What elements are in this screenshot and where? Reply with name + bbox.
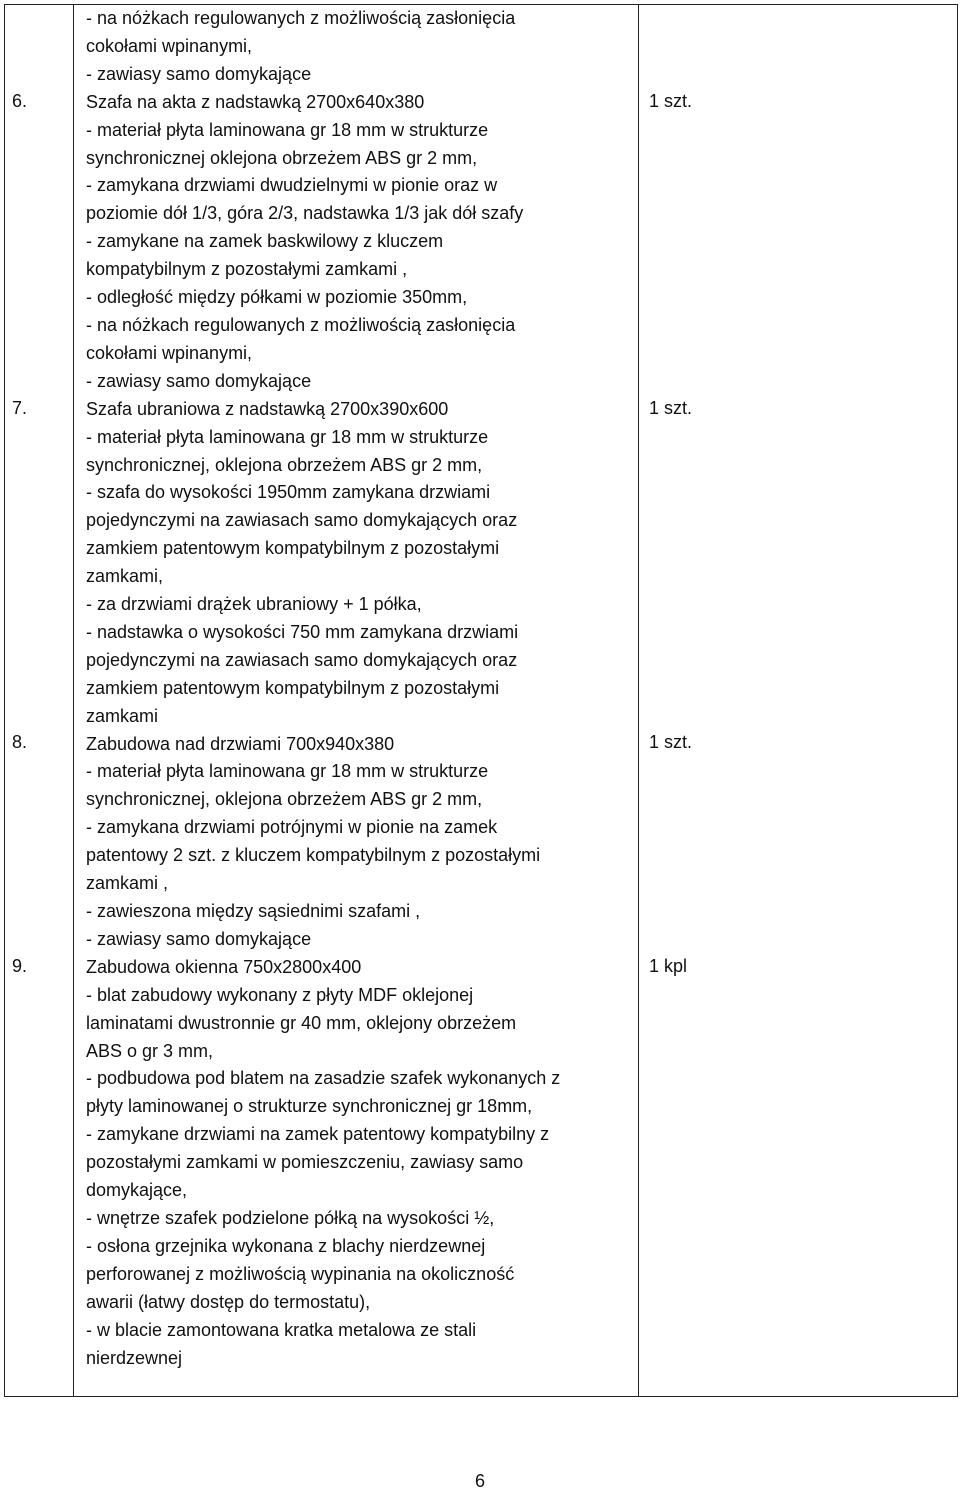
item-number: 8. [12, 732, 28, 753]
description-line: zamkami, [86, 566, 164, 587]
item-quantity: 1 szt. [649, 90, 693, 111]
description-line: domykające, [86, 1180, 188, 1201]
description-line: - zawiasy samo domykające [86, 928, 312, 949]
description-line: - zamykana drzwiami dwudzielnymi w pionie oraz w [86, 175, 498, 196]
item-8-title: Zabudowa nad drzwiami 700x940x380 [86, 733, 395, 754]
description-line: - odległość między półkami w poziomie 350mm, [86, 287, 468, 308]
description-line: perforowanej z możliwością wypinania na okoliczność [86, 1263, 515, 1284]
description-line: - w blacie zamontowana kratka metalowa ze stali [86, 1319, 477, 1340]
description-line: pojedynczymi na zawiasach samo domykających oraz [86, 510, 518, 531]
description-line: - na nóżkach regulowanych z możliwością zasłonięcia [86, 8, 516, 28]
item-number: 6. [12, 90, 28, 111]
description-line: poziomie dół 1/3, góra 2/3, nadstawka 1/3 jak dół szafy [86, 203, 524, 224]
description-line: awarii (łatwy dostęp do termostatu), [86, 1291, 371, 1312]
description-line: cokołami wpinanymi, [86, 342, 253, 363]
description-line: - zamykane na zamek baskwilowy z kluczem [86, 231, 444, 252]
description-line: synchronicznej, oklejona obrzeżem ABS gr 2 mm, [86, 454, 483, 475]
description-line: synchronicznej oklejona obrzeżem ABS gr 2 mm, [86, 147, 478, 168]
page-number: 6 [474, 1471, 485, 1491]
description-line: pojedynczymi na zawiasach samo domykających oraz [86, 649, 518, 670]
description-line: - nadstawka o wysokości 750 mm zamykana drzwiami [86, 621, 519, 642]
item-quantities-column [639, 4, 957, 1397]
description-line: kompatybilnym z pozostałymi zamkami , [86, 259, 408, 280]
description-line: - szafa do wysokości 1950mm zamykana drzwiami [86, 482, 491, 503]
description-line: płyty laminowanej o strukturze synchronicznej gr 18mm, [86, 1096, 533, 1117]
description-line: ABS o gr 3 mm, [86, 1040, 214, 1061]
item-number: 9. [12, 955, 28, 976]
description-line: - na nóżkach regulowanych z możliwością zasłonięcia [86, 314, 516, 335]
description-line: - materiał płyta laminowana gr 18 mm w strukturze [86, 426, 489, 447]
item-number: 7. [12, 397, 28, 418]
item-6-title: Szafa na akta z nadstawką 2700x640x380 [86, 91, 425, 112]
description-line: zamkiem patentowym kompatybilnym z pozostałymi [86, 677, 500, 698]
item-quantity: 1 szt. [649, 732, 693, 753]
description-line: - zamykane drzwiami na zamek patentowy kompatybilny z [86, 1124, 550, 1145]
item-7-title: Szafa ubraniowa z nadstawką 2700x390x600 [86, 398, 449, 419]
description-line: zamkiem patentowym kompatybilnym z pozostałymi [86, 538, 500, 559]
description-line: - zawiasy samo domykające [86, 370, 312, 391]
item-description-cell [74, 5, 639, 1397]
item-quantity: 1 kpl [649, 955, 688, 976]
description-line: - materiał płyta laminowana gr 18 mm w strukturze [86, 119, 489, 140]
description-line: - podbudowa pod blatem na zasadzie szafek wykonanych z [86, 1068, 561, 1089]
description-line: - osłona grzejnika wykonana z blachy nierdzewnej [86, 1235, 486, 1256]
description-line: pozostałymi zamkami w pomieszczeniu, zawiasy samo [86, 1152, 524, 1173]
description-line: synchronicznej, oklejona obrzeżem ABS gr 2 mm, [86, 789, 483, 810]
description-line: - zawiasy samo domykające [86, 63, 312, 84]
description-line: cokołami wpinanymi, [86, 35, 253, 56]
description-line: - zamykana drzwiami potrójnymi w pionie na zamek [86, 817, 498, 838]
description-line: laminatami dwustronnie gr 40 mm, oklejony obrzeżem [86, 1012, 517, 1033]
item-quantity: 1 szt. [649, 397, 693, 418]
item-9-title: Zabudowa okienna 750x2800x400 [86, 956, 362, 977]
description-line: - wnętrze szafek podzielone półką na wysokości ½, [86, 1207, 495, 1228]
item-numbers-column [4, 4, 73, 1397]
description-line: patentowy 2 szt. z kluczem kompatybilnym z pozostałymi [86, 845, 541, 866]
description-line: zamkami , [86, 873, 169, 894]
description-line: - zawieszona między sąsiednimi szafami , [86, 901, 421, 921]
description-line: nierdzewnej [86, 1347, 183, 1368]
description-line: zamkami [86, 705, 159, 726]
description-line: - blat zabudowy wykonany z płyty MDF oklejonej [86, 984, 474, 1005]
description-line: - za drzwiami drążek ubraniowy + 1 półka, [86, 594, 422, 615]
description-line: - materiał płyta laminowana gr 18 mm w strukturze [86, 761, 489, 782]
